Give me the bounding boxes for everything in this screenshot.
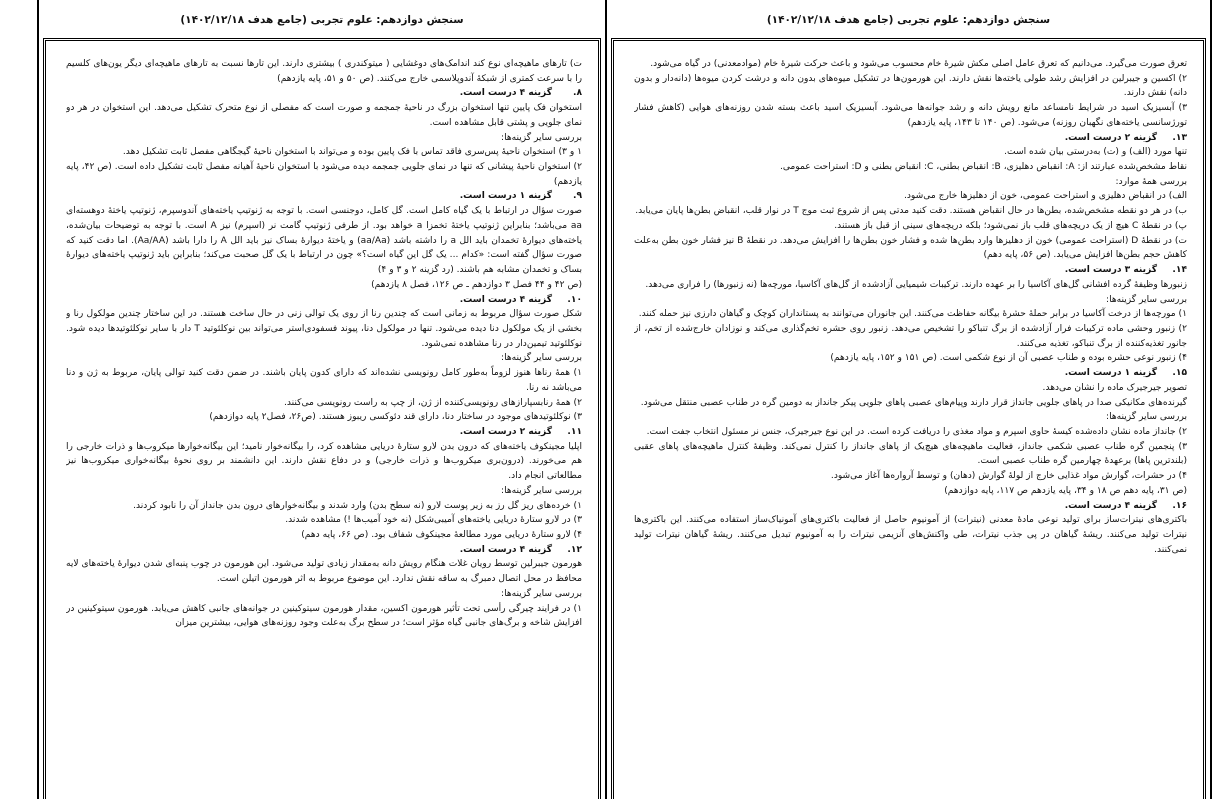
question-number: ۱۵. [1172, 368, 1187, 379]
answer-title: گزینه ۴ درست است. [1064, 500, 1157, 511]
explanation-paragraph: بررسی سایر گزینه‌ها: [501, 353, 582, 364]
page-header: سنجش دوازدهم: علوم تجربی (جامع هدف ۱۴۰۲/۱۲/۱۸) [180, 14, 464, 26]
answer-heading [634, 131, 1187, 146]
explanation-paragraph: گیرنده‌های مکانیکی صدا در پاهای جلویی جانداز قرار دارند وپیام‌های عصبی پاهای جلویی پیکر جانداز به دومین گره در طناب عصبی منتقل می‌شود. [640, 397, 1187, 408]
explanation-paragraph: تصویر جیرجیرک ماده را نشان می‌دهد. [1042, 382, 1187, 393]
explanation-paragraph: ۲) استخوان ناحیهٔ پیشانی که تنها در نمای جلویی جمجمه دیده می‌شود با استخوان ناحیهٔ آهیانه مفصل ثابت تشکیل داده است. (ص ۴۲، پایه یازدهم) [66, 162, 582, 187]
answer-title: گزینه ۴ درست است. [459, 294, 552, 305]
explanation-paragraph: ۲) همهٔ رنابسپارازهای رونویسی‌کننده از ژن، از چپ به راست رونویسی می‌کنند. [283, 397, 582, 408]
explanation-paragraph: ۳) آبسیزیک اسید در شرایط نامساعد مانع رویش دانه و رشد جوانه‌ها می‌شود. آبسیزیک اسید باعث بسته شدن روزنه‌های هوایی (کاهش فشار تورژسانسی یاخته‌های نگهبان روزنه) می‌شود. (ص ۱۴۰ تا ۱۴۳، پایه یازدهم) [634, 103, 1187, 128]
question-number: ۸. [572, 88, 582, 99]
explanation-paragraph: پ) در نقطهٔ C هیچ از یک دریچه‌های قلب باز نمی‌شود؛ بلکه دریچه‌های سینی از قبل باز هستند. [834, 220, 1187, 231]
question-number: ۱۳. [1172, 132, 1187, 143]
explanation-paragraph: (ص ۳۱، پایه دهم ص ۱۸ و ۳۴، پایه یازدهم ص ۱۱۷، پایه دوازدهم) [944, 485, 1187, 496]
answer-title: گزینه ۱ درست است. [1064, 368, 1157, 379]
explanation-paragraph: زنبورها وظیفهٔ گرده افشانی گل‌های آکاسیا را بر عهده دارند. ترکیبات شیمیایی آزادشده از گل‌های آکاسیا، مورچه‌ها (نه زنبورها) را فراری می‌دهد. [645, 279, 1187, 290]
question-number: ۱۲. [567, 544, 582, 555]
explanation-paragraph: ت) تارهای ماهیچه‌ای نوع کند اندامک‌های دوغشایی ( میتوکندری ) بیشتری دارند. این تارها نسبت به تارهای ماهیچه‌ای دیگر یون‌های کلسیم را با سرعت کمتری از شبکهٔ آندوپلاسمی خارج می‌کنند. (ص ۵۰ و ۵۱، پایه یازدهم) [66, 59, 582, 84]
explanation-paragraph: ۴) لارو ستارهٔ دریایی مورد مطالعهٔ مجینکوف شفاف بود. (ص ۶۶، پایه دهم) [301, 530, 582, 540]
explanation-paragraph: شکل صورت سؤال مربوط به زمانی است که چندین رنا از روی یک توالی زنی در حال ساخت هستند. در این ساختار چندین مولکول رنا و بخشی از یک مولکول دنا دیده می‌شود. تنها در مولکول دنا، پیوند فسفودی‌استر می‌تواند بین نوکلئوتید T دار با سایر نوکلئوتیدها دیده شود. نوکلئوتید تیمین‌دار در رنا مشاهده نمی‌شود. [66, 309, 582, 349]
explanation-paragraph: باکتری‌های نیترات‌ساز برای تولید نوعی مادهٔ معدنی (نیترات) از آمونیوم حاصل از فعالیت باکتری‌های آمونیاک‌ساز استفاده می‌کنند. این باکتری‌ها نیترات تولید می‌کنند. ریشهٔ گیاهان در پی جذب نیترات، طی واکنش‌های آنزیمی نیترات را به آمونیوم تبدیل می‌کنند. ریشهٔ گیاهان نیترات تولید نمی‌کنند. [634, 515, 1187, 555]
explanation-paragraph: ۱) مورچه‌ها از درخت آکاسیا در برابر حملهٔ حشرهٔ بیگانه حفاظت می‌کنند. این جانوران می‌توانند به پستانداران کوچک و گیاهان دارزی نیز حمله کنند. [638, 309, 1187, 320]
question-number: ۱۰. [567, 294, 582, 305]
content-frame [43, 38, 601, 799]
explanation-paragraph: ۱) خرده‌های ریز گل رز به زیر پوست لارو (نه سطح بدن) وارد شدند و بیگانه‌خوارهای درون بدن جانداز آن را نابود کردند. [133, 500, 582, 511]
explanation-paragraph: صورت سؤال در ارتباط با یک گیاه کامل است. گل کامل، دوجنسی است. با توجه به ژنوتیپ یاخته‌های آندوسپرم، ژنوتیپ یاختهٔ دوهسته‌ای aa می‌باشد؛ بنابراین ژنوتیپ یاختهٔ تخمزا a خواهد بود. از طرفی ژنوتیپ گامت نر (اسپرم) نیز A است. با توجه به توضیحات بیان‌شده، یاخته‌های دیوارهٔ تخمدان باید الل a را داشته باشد (aa/Aa) و یاختهٔ دیوارهٔ بساک نیز باید الل A را دارا باشد (Aa/AA). اما دقت کنید که صورت سؤال گفته است: «کدام ... یک گل این گیاه است؟» چون در ارتباط با یک گل صحبت می‌کند؛ بنابراین باید ژنوتیپ یاخته‌های دیوارهٔ بساک و تخمدان مشابه هم باشند. (رد گزینه ۲ و ۳ و ۴) [66, 206, 582, 276]
explanation-paragraph: نقاط مشخص‌شده عبارتند از: A: انقباض دهلیزی، B: انقباض بطنی، C: انقباض بطنی و D: استراحت عمومی. [779, 162, 1187, 173]
question-number: ۱۱. [567, 426, 582, 437]
explanation-paragraph: ۲) جانداز ماده نشان داده‌شده کیسهٔ حاوی اسپرم و مواد مغذی را دریافت کرده است. در این نوع جیرجیرک، جنس نر مسئول انتخاب جفت است. [646, 426, 1187, 437]
explanation-paragraph: ۴) زنبور نوعی حشره بوده و طناب عصبی آن از نوع شکمی است. (ص ۱۵۱ و ۱۵۲، پایه یازدهم) [830, 353, 1187, 364]
right-page [607, 0, 1210, 799]
answer-title: گزینه ۲ درست است. [1064, 132, 1157, 143]
answer-title: گزینه ۴ درست است. [459, 544, 552, 555]
explanation-paragraph: ۴) در حشرات، گوارش مواد غذایی خارج از لولهٔ گوارش (دهان) و توسط آرواره‌ها آغاز می‌شود. [830, 471, 1187, 482]
explanation-paragraph: بررسی سایر گزینه‌ها: [1106, 412, 1187, 423]
explanation-paragraph: ۱ و ۳) استخوان ناحیهٔ پس‌سری فاقد تماس با فک پایین بوده و می‌تواند با استخوان ناحیهٔ گیجگاهی مفصل ثابت تشکیل دهد. [122, 147, 582, 158]
question-number: ۹. [572, 191, 582, 202]
answer-title: گزینه ۳ درست است. [1064, 265, 1157, 276]
explanation-paragraph: ۳) پنجمین گره طناب عصبی شکمی جانداز، فعالیت ماهیچه‌های هیچ‌یک از پاهای جانداز را کنترل نمی‌کند. وظیفهٔ کنترل ماهیچه‌های پاهای عقبی (بلندترین پاها) برعهدهٔ چهارمین گره طناب عصبی است. [634, 441, 1187, 467]
answer-title: گزینه ۲ درست است. [459, 426, 552, 437]
explanation-paragraph: (ص ۴۲ و ۴۴ فصل ۳ دوازدهم ـ ص ۱۲۶، فصل ۸ یازدهم) [371, 279, 582, 290]
explanation-paragraph: بررسی سایر گزینه‌ها: [501, 132, 582, 143]
explanation-paragraph: استخوان فک پایین تنها استخوان بزرگ در ناحیهٔ جمجمه و صورت است که مفصلی از نوع متحرک تشکیل می‌دهد. این استخوان در هر دو نمای جلویی و پشتی قابل مشاهده است. [66, 103, 582, 128]
answer-heading [66, 543, 582, 558]
answer-heading [634, 499, 1187, 514]
answer-title: گزینه ۴ درست است. [459, 88, 552, 99]
explanation-paragraph: بررسی سایر گزینه‌ها: [1106, 294, 1187, 305]
page-content [634, 57, 1187, 799]
answer-title: گزینه ۱ درست است. [459, 191, 552, 202]
divider-right [1210, 0, 1212, 799]
explanation-paragraph: تنها مورد (الف) و (ت) به‌درستی بیان شده است. [1004, 147, 1187, 158]
answer-heading [66, 293, 582, 308]
content-frame [611, 38, 1206, 799]
page-content [66, 57, 582, 799]
answer-heading [634, 263, 1187, 278]
explanation-paragraph: ۲) اکسین و جیبرلین در افزایش رشد طولی یاخته‌ها نقش دارند. این هورمون‌ها در تشکیل میوه‌های بدون دانه و درشت کردن میوه‌ها (دانه‌دار و بدون دانه) نقش دارند. [634, 73, 1187, 99]
left-page [39, 0, 605, 799]
question-number: ۱۶. [1172, 500, 1187, 511]
explanation-paragraph: ۳) در لارو ستارهٔ دریایی یاخته‌های آمیبی‌شکل (نه خود آمیب‌ها !) مشاهده شدند. [285, 515, 582, 526]
explanation-paragraph: بررسی سایر گزینه‌ها: [501, 485, 582, 496]
explanation-paragraph: هورمون جیبرلین توسط رویان غلات هنگام رویش دانه به‌مقدار زیادی تولید می‌شود. این هورمون در چوب پنبه‌ای شدن دیوارهٔ یاخته‌های لایه محافظ در محل اتصال دمبرگ به ساقه نقش ندارد. این موضوع مربوط به اثر هورمون اتیلن است. [66, 559, 582, 585]
explanation-paragraph: بررسی سایر گزینه‌ها: [501, 588, 582, 599]
explanation-paragraph: ۳) نوکلئوتیدهای موجود در ساختار دنا، دارای قند دئوکسی ریبوز هستند. (ص۲۶، فصل۲ پایه دوازدهم) [209, 412, 582, 423]
answer-heading [66, 86, 582, 101]
explanation-paragraph: ب) در هر دو نقطه مشخص‌شده، بطن‌ها در حال انقباض هستند. دقت کنید مدتی پس از شروع ثبت موج T در نوار قلب، انقباض بطن‌ها پایان می‌یابد. [635, 206, 1187, 217]
explanation-paragraph: الف) در انقباض دهلیزی و استراحت عمومی، خون از دهلیزها خارج می‌شود. [903, 191, 1187, 202]
answer-heading [66, 189, 582, 204]
explanation-paragraph: بررسی همهٔ موارد: [1115, 176, 1187, 187]
question-number: ۱۴. [1172, 265, 1187, 276]
page-header: سنجش دوازدهم: علوم تجربی (جامع هدف ۱۴۰۲/۱۲/۱۸) [766, 14, 1051, 26]
explanation-paragraph: تعرق صورت می‌گیرد. می‌دانیم که تعرق عامل اصلی مکش شیرهٔ خام محسوب می‌شود و باعث حرکت شیرهٔ خام (موادمعدنی) در گیاه می‌شود. [650, 59, 1187, 69]
explanation-paragraph: ت) در نقطهٔ D (استراحت عمومی) خون از دهلیزها وارد بطن‌ها شده و فشار خون بطن‌ها را افزایش می‌دهد. در نقطهٔ B نیز فشار خون بطن به‌علت کاهش حجم بطن‌ها افزایش می‌یابد. (ص ۵۶، پایه دهم) [634, 235, 1187, 261]
answer-heading [634, 366, 1187, 381]
explanation-paragraph: اپلیا مجینکوف یاخته‌های که درون بدن لارو ستارهٔ دریایی مشاهده کرد، را بیگانه‌خوار نامید؛ این بیگانه‌خوارها میکروب‌ها و ذرات خارجی را هم می‌خورند. (درون‌بری میکروب‌ها و ذرات خارجی) و در دفاع نقش دارند. این دانشمند بر روی نحوهٔ بیگانه‌خواری میکروب‌ها نیز مطالعاتی انجام داد. [66, 441, 582, 482]
explanation-paragraph: ۱) در فرایند چیرگی رأسی تحت تأثیر هورمون اکسین، مقدار هورمون سیتوکینین در جوانه‌های جانبی کاهش می‌یابد. هورمون سیتوکینین در افزایش شاخه و برگ‌های جانبی گیاه مؤثر است؛ در سطح برگ به‌علت وجود روزنه‌های هوایی، بیشترین میزان [66, 603, 582, 629]
explanation-paragraph: ۱) همهٔ رناها هنوز لزوماً به‌طور کامل رونویسی نشده‌اند که دارای کدون پایان باشند. در ضمن دقت کنید توالی پایان، مربوط به ژن و دنا می‌باشد نه رنا. [66, 368, 582, 393]
answer-heading [66, 425, 582, 440]
explanation-paragraph: ۲) زنبور وحشی ماده ترکیبات فرار آزادشده از برگ تنباکو را تشخیص می‌دهد. زنبور روی حشره تخم‌گذاری می‌کند و نوزادان خارج‌شده از تخم، از جانور تغذیه‌کننده از برگ تنباکو، تغذیه می‌کنند. [634, 323, 1187, 349]
